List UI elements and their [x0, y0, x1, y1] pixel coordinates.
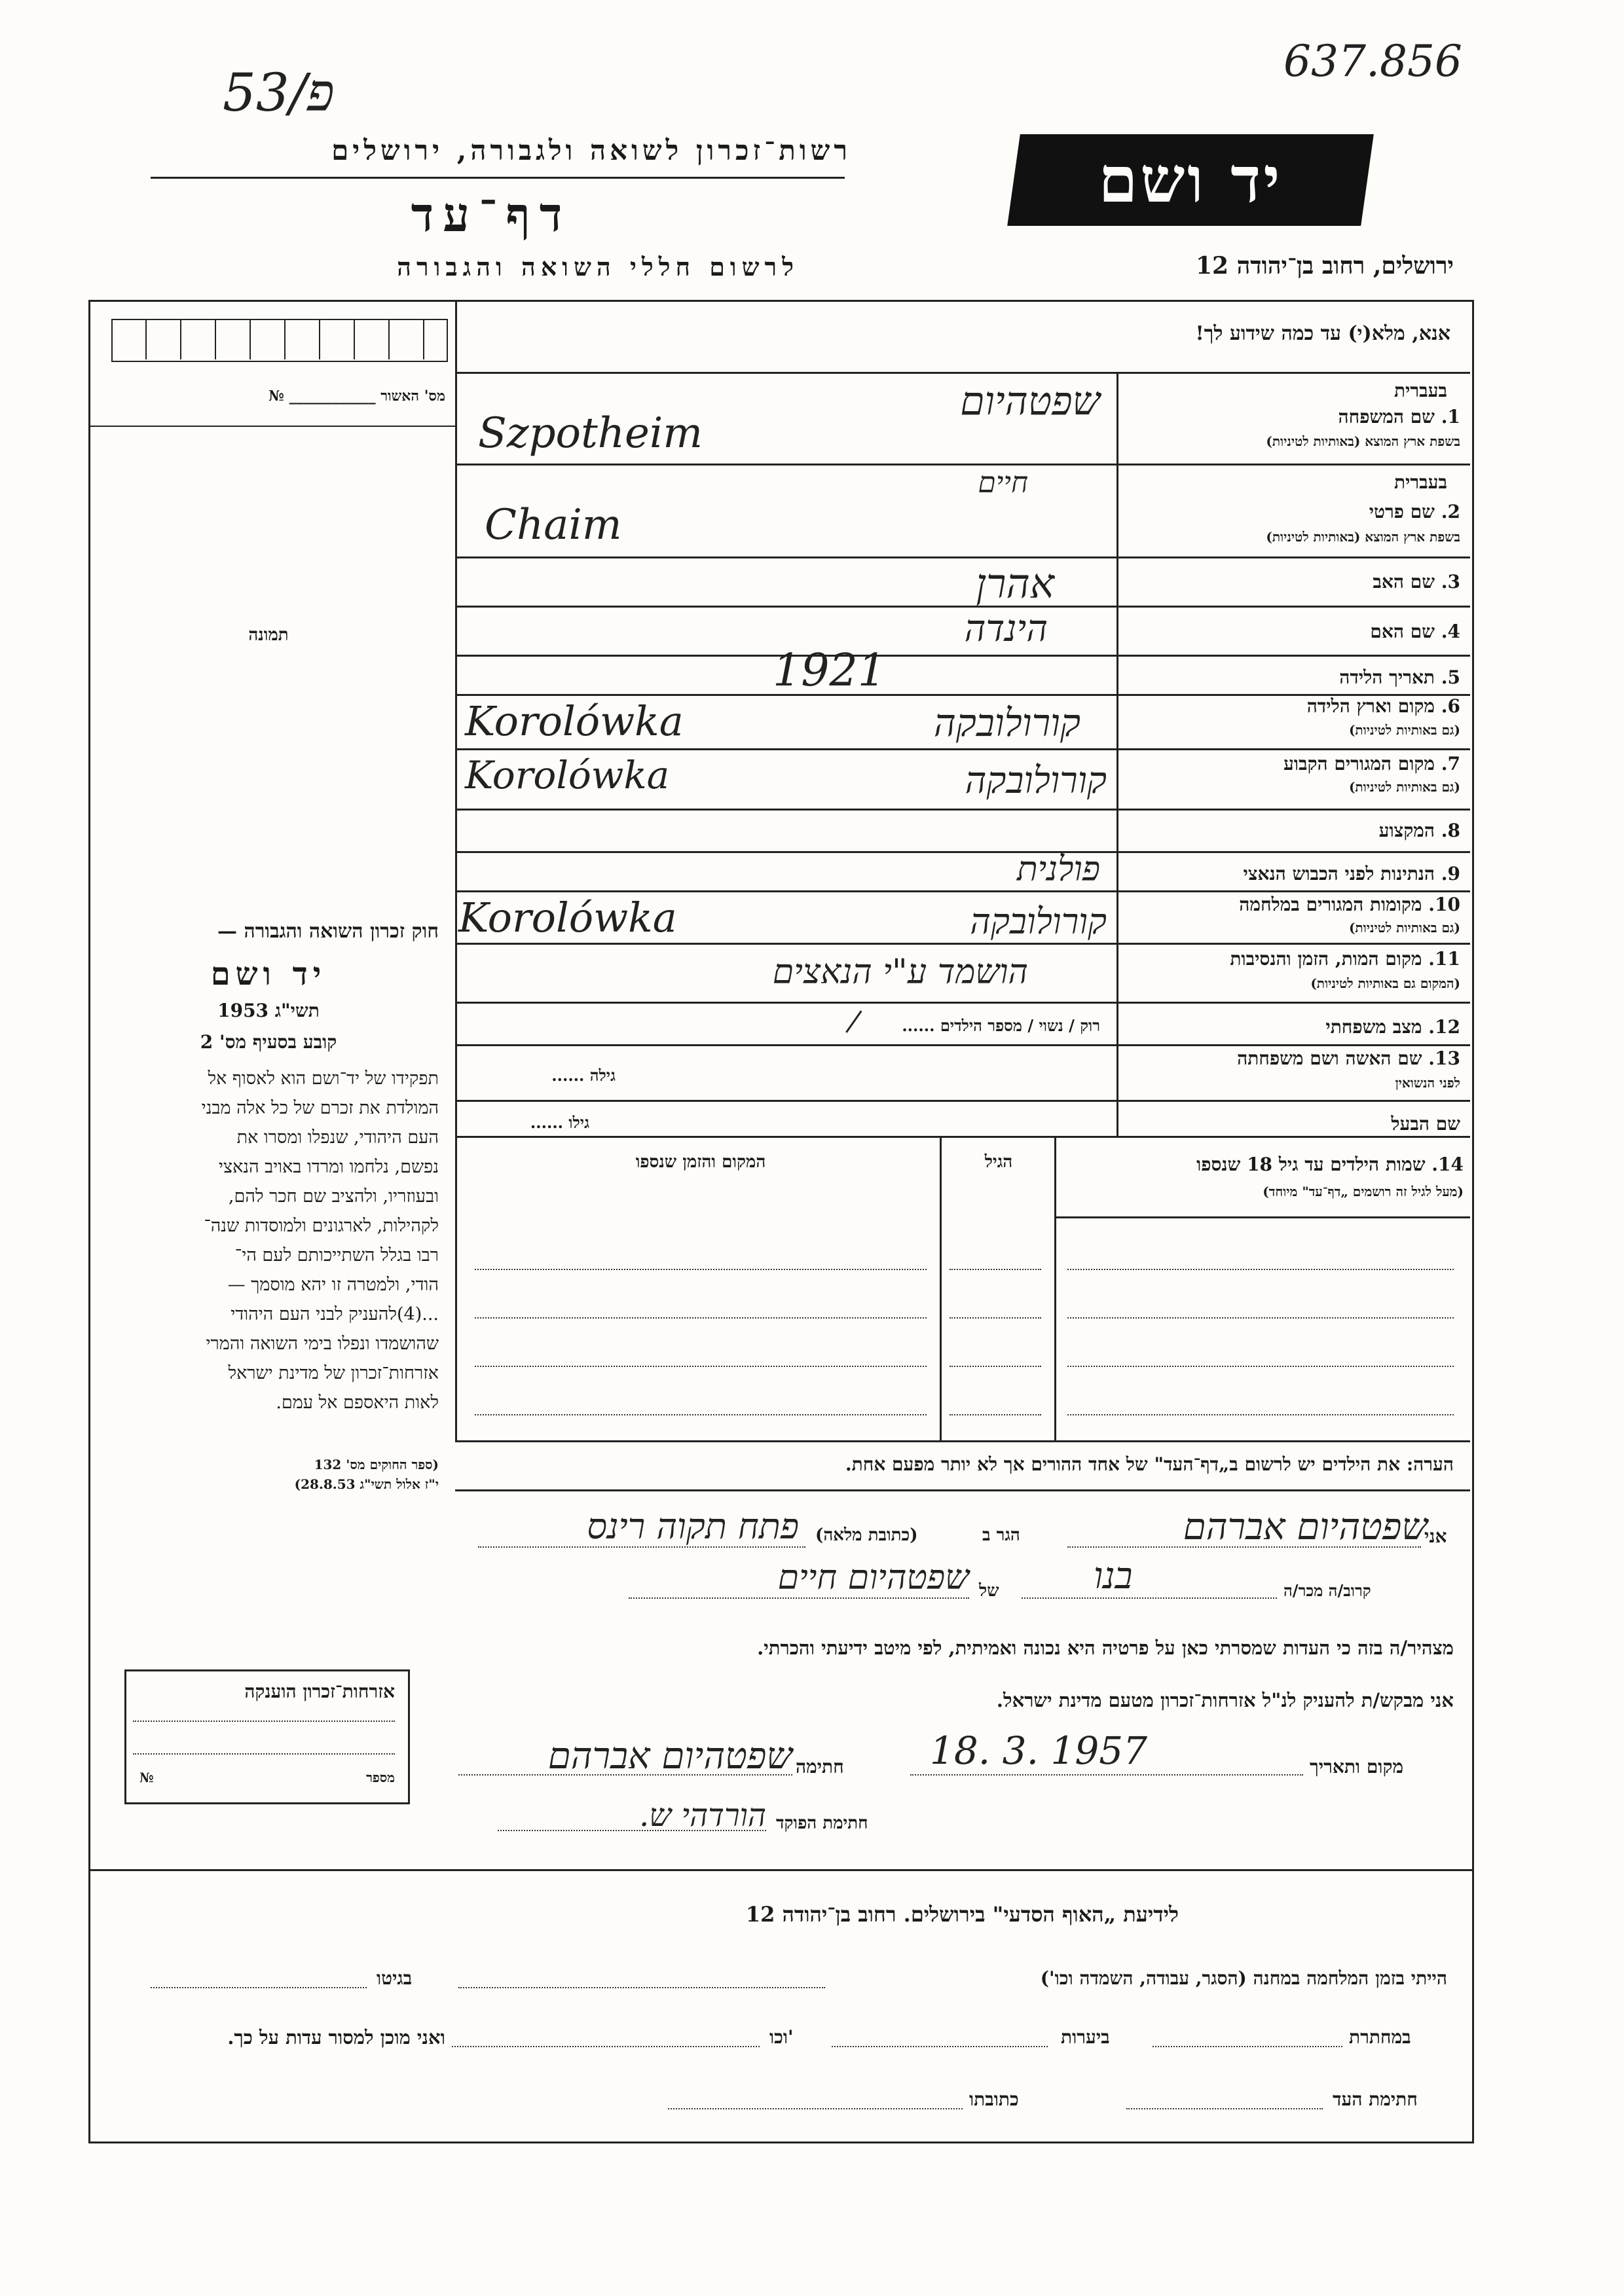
bottom-witness-signature-label: חתימת העד — [1333, 2088, 1418, 2110]
field-12-label — [1126, 1016, 1460, 1038]
field-9-label — [1126, 863, 1460, 885]
place-date-line — [910, 1774, 1303, 1776]
bottom-ghetto-label: בגיטו — [377, 1967, 413, 1989]
children-note: (מעל לגיל זה רושמים „דף־עד" מיוחד) — [1263, 1184, 1464, 1199]
field-4-num: 4. — [1441, 621, 1460, 642]
field-13-sublabel: לפני הנשואין — [1395, 1075, 1460, 1091]
appeal-text: אנא, מלא(י) עד כמה שידוע לך! — [1195, 322, 1450, 345]
field-4-label — [1126, 621, 1460, 643]
law-heading: חוק זכרון השואה והגבורה — — [217, 920, 439, 943]
declarant-resides: הגר ב — [982, 1525, 1020, 1545]
field-2-text: שם פרטי — [1369, 501, 1435, 522]
bottom-title: לידיעת „האוף הסדעי" בירושלים. רחוב בן־יהודה 12 — [745, 1902, 1179, 1927]
field-10-sublabel: (גם באותיות לטיניות) — [1348, 920, 1460, 936]
bottom-underground-label: במחתרת — [1349, 2026, 1411, 2048]
bottom-etc-label: וכו' — [769, 2026, 794, 2048]
bottom-address-line[interactable] — [668, 2108, 963, 2109]
surname-hebrew: שפטהיום — [960, 378, 1100, 424]
nationality: פולנית — [1016, 850, 1100, 889]
surname-latin: Szpotheim — [478, 409, 703, 458]
declaration-text: מצהיר/ה בזה כי העדות שמסרתי כאן על פרטיה היא נכונה ואמיתית, לפי מיטב ידיעתי והכרתי. — [757, 1637, 1454, 1659]
law-text-line: שהושמדו ונפלו בימי השואה והמרי — [206, 1334, 439, 1354]
field-9-text: הנתינות לפני הכבוש הנאצי — [1243, 863, 1435, 884]
law-year-hebrew: תשי"ג — [274, 1000, 320, 1021]
address-line-dots — [478, 1546, 805, 1548]
wife-age-text: גילה — [589, 1066, 616, 1085]
field-13-text: שם האשה ושם משפחתה — [1237, 1048, 1422, 1069]
field-10-text: מקומות המגורים במלחמה — [1239, 894, 1422, 915]
bottom-forests-label: ביערות — [1061, 2026, 1110, 2048]
citizenship-dots-1 — [133, 1721, 395, 1722]
bottom-underground-line[interactable] — [1153, 2046, 1342, 2047]
field-7-text: מקום המגורים הקבוע — [1283, 753, 1435, 774]
child-row-3-age[interactable] — [950, 1366, 1041, 1367]
field-12-text: מצב משפחתי — [1325, 1016, 1422, 1038]
field-2-in-hebrew: בעברית — [1393, 471, 1447, 493]
bottom-etc-line[interactable] — [452, 2046, 760, 2047]
field-11-label — [1126, 948, 1460, 970]
approval-number-boxes — [111, 319, 448, 362]
signature-line — [458, 1774, 792, 1776]
law-reference-1: (ספר החוקים מס' 132 — [314, 1457, 439, 1472]
field-4-text: שם האם — [1370, 621, 1435, 642]
law-clause: קובע בסעיף מס' 2 — [200, 1031, 337, 1053]
field-3-label — [1126, 571, 1460, 593]
field-8-text: המקצוע — [1378, 820, 1435, 841]
field-1-sublabel: בשפת ארץ המוצא (באותיות לטיניות) — [1266, 433, 1460, 449]
of-name: שפטהיום חיים — [777, 1558, 969, 1597]
logo-text: יד ושם — [1098, 143, 1283, 217]
wartime-residence-latin: Korolówka — [458, 894, 677, 941]
declarant-address: פתח תקוה רינס — [587, 1506, 799, 1547]
field-6-sublabel: (גם באותיות לטיניות) — [1348, 722, 1460, 738]
field-13-num: 13. — [1428, 1048, 1460, 1069]
field-11-sublabel: (המקום גם באותיות לטיניות) — [1310, 975, 1460, 991]
of-label: של — [979, 1581, 999, 1601]
residence-hebrew: קורולובקה — [965, 759, 1107, 802]
request-text: אני מבקש/ת להעניק לנ"ל אזרחות־זכרון מטעם מדינת ישראל. — [996, 1689, 1454, 1711]
husband-name-label: שם הבעל — [1391, 1113, 1460, 1135]
child-row-2-place[interactable] — [475, 1317, 927, 1319]
law-text-line: רבו בגלל השתייכותם לעם הי־ — [234, 1245, 439, 1266]
field-7-label — [1126, 753, 1460, 775]
child-row-3-name[interactable] — [1067, 1366, 1454, 1367]
form-subtitle: לרשום חללי השואה והגבורה — [397, 252, 799, 282]
bottom-ghetto-line[interactable] — [151, 1987, 367, 1988]
father-name: אהרן — [976, 560, 1054, 608]
bottom-camp-line[interactable] — [458, 1987, 825, 1988]
bottom-camp-label: הייתי בזמן המלחמה במחנה (הסגר, עבודה, השמדה וכו') — [1040, 1967, 1447, 1989]
citizenship-box — [124, 1669, 410, 1804]
officer-label: חתימת הפוקד — [776, 1813, 868, 1833]
remark-note: הערה: את הילדים יש לרשום ב„דף־העד" של אחד ההורים אך לא יותר מפעם אחת. — [845, 1453, 1454, 1475]
law-text — [98, 1064, 439, 1417]
field-8-num: 8. — [1441, 820, 1460, 841]
relation-value: בנו — [1094, 1555, 1133, 1597]
declarant-ani: אני — [1424, 1525, 1447, 1547]
address-line: ירושלים, רחוב בן־יהודה 12 — [1195, 252, 1454, 280]
child-row-2-name[interactable] — [1067, 1317, 1454, 1319]
field-6-label — [1126, 695, 1460, 718]
relation-line — [1022, 1597, 1277, 1599]
law-text-line: תפקידו של יד־ושם הוא לאסוף אל — [208, 1068, 439, 1089]
relation-label: קרוב/ה מכר/ה — [1283, 1581, 1371, 1600]
residence-latin: Korolówka — [465, 753, 670, 797]
child-row-4-place[interactable] — [475, 1414, 927, 1415]
citizenship-dots-2 — [133, 1753, 395, 1755]
law-text-line: אזרחות־זכרון של מדינת ישראל — [228, 1363, 439, 1383]
field-13-label — [1126, 1048, 1460, 1070]
yad-vashem-logo — [1007, 134, 1374, 226]
birthplace-hebrew: קורולובקה — [933, 701, 1080, 745]
birthplace-latin: Korolówka — [465, 697, 684, 745]
husband-age-label: גילו ...... — [530, 1113, 589, 1132]
bottom-address-label: כתובתו — [969, 2088, 1019, 2110]
child-row-4-age[interactable] — [950, 1414, 1041, 1415]
approval-label-text: מס' האשור — [380, 388, 445, 405]
authority-title: רשות־זכרון לשואה ולגבורה, ירושלים — [331, 134, 851, 166]
field-1-in-hebrew: בעברית — [1393, 380, 1447, 401]
child-row-4-name[interactable] — [1067, 1414, 1454, 1415]
field-11-text: מקום המות, הזמן והנסיבות — [1230, 948, 1422, 970]
child-row-3-place[interactable] — [475, 1366, 927, 1367]
bottom-forests-line[interactable] — [832, 2046, 1048, 2047]
law-text-line: הודי, ולמטרה זו יהא מוסמך — — [227, 1275, 439, 1295]
field-3-num: 3. — [1441, 571, 1460, 592]
law-text-line: המולדת את זכרם של כל אלה מבני — [201, 1098, 439, 1118]
children-title-text: שמות הילדים עד גיל 18 שנספו — [1196, 1154, 1426, 1175]
first-name-hebrew: חיים — [978, 466, 1028, 500]
approval-number-label: מס' האשור ____________ № — [268, 388, 445, 405]
children-title — [1058, 1154, 1464, 1176]
law-text-line: ובעוזריו, ולהציב שם חכר להם, — [228, 1186, 439, 1207]
field-1-label — [1126, 406, 1460, 428]
child-row-2-age[interactable] — [950, 1317, 1041, 1319]
birth-date: 1921 — [773, 645, 887, 697]
declarant-name-line — [1067, 1546, 1421, 1548]
mother-name: הינדה — [964, 608, 1048, 650]
field-5-num: 5. — [1441, 666, 1460, 688]
citizenship-number-label: מספר — [366, 1770, 395, 1785]
field-2-sublabel: בשפת ארץ המוצא (באותיות לטיניות) — [1266, 529, 1460, 545]
child-row-1-name[interactable] — [1067, 1269, 1454, 1270]
field-8-label — [1126, 820, 1460, 842]
field-6-num: 6. — [1441, 695, 1460, 717]
field-3-text: שם האב — [1373, 571, 1435, 592]
field-10-label — [1126, 894, 1460, 916]
of-name-line — [629, 1597, 969, 1599]
law-text-line: נפשם, נלחמו ומרדו באויב הנאצי — [218, 1157, 439, 1177]
field-6-text: מקום וארץ הלידה — [1306, 695, 1435, 717]
children-col-age: הגיל — [984, 1152, 1013, 1172]
children-col-place: המקום והזמן שנספו — [635, 1152, 766, 1172]
signature-label: חתימה — [796, 1756, 844, 1777]
field-7-num: 7. — [1441, 753, 1460, 774]
law-year — [98, 1000, 439, 1022]
law-year-number: 1953 — [217, 1000, 269, 1021]
archive-note-left: 53/פ — [223, 62, 335, 123]
children-num: 14. — [1431, 1154, 1464, 1175]
law-reference-2: י"ז אלול תשי"ג 28.8.53) — [294, 1476, 439, 1492]
field-11-num: 11. — [1428, 948, 1460, 970]
death-circumstances: הושמד ע"י הנאצים — [772, 953, 1028, 992]
address-label: (כתובת מלאה) — [815, 1525, 918, 1545]
declaration-date: 18. 3. 1957 — [930, 1728, 1148, 1773]
officer-signature: הורדהי ש. — [639, 1797, 766, 1834]
archive-note-right: 637.856 — [1283, 36, 1462, 86]
bottom-testimony-text: ואני מוכן למסור עדות על כך. — [227, 2026, 445, 2049]
field-2-label — [1126, 501, 1460, 523]
marital-status-options: רוק / נשוי / מספר הילדים ...... — [902, 1016, 1100, 1035]
child-row-1-age[interactable] — [950, 1269, 1041, 1270]
bottom-witness-signature-line[interactable] — [1126, 2108, 1323, 2109]
law-text-line: לאות היאספם אל עמם. — [276, 1393, 439, 1413]
declarant-name: שפטהיום אברהם — [1183, 1506, 1428, 1548]
law-text-line: ...(4)להעניק לבני העם היהודי — [231, 1304, 439, 1324]
law-text-line: לקהילות, לארגונים ולמוסדות שנה־ — [204, 1216, 439, 1236]
photo-label: תמונה — [248, 625, 289, 645]
field-5-label — [1126, 666, 1460, 689]
sidebar-logo: יד ושם — [210, 956, 327, 993]
signature: שפטהיום אברהם — [547, 1735, 792, 1777]
field-10-num: 10. — [1428, 894, 1460, 915]
field-9-num: 9. — [1441, 863, 1460, 884]
field-2-num: 2. — [1441, 501, 1460, 522]
officer-line — [498, 1830, 766, 1831]
husband-age-text: גילו — [568, 1113, 589, 1132]
wartime-residence-hebrew: קורולובקה — [970, 901, 1107, 942]
child-row-1-place[interactable] — [475, 1269, 927, 1270]
field-7-sublabel: (גם באותיות לטיניות) — [1348, 779, 1460, 795]
form-title: דף־עד — [411, 187, 572, 242]
citizenship-title: אזרחות־זכרון הוענקה — [244, 1681, 395, 1702]
law-text-line: העם היהודי, שנפלו ומסרו את — [236, 1127, 439, 1148]
place-date-label: מקום ותאריך — [1310, 1756, 1404, 1777]
field-1-num: 1. — [1441, 406, 1460, 428]
field-12-num: 12. — [1428, 1016, 1460, 1038]
citizenship-no: № — [139, 1770, 154, 1785]
first-name-latin: Chaim — [485, 501, 622, 549]
field-1-text: שם המשפחה — [1338, 406, 1435, 428]
wife-age-label: גילה ...... — [551, 1066, 616, 1085]
field-5-text: תאריך הלידה — [1339, 666, 1435, 688]
